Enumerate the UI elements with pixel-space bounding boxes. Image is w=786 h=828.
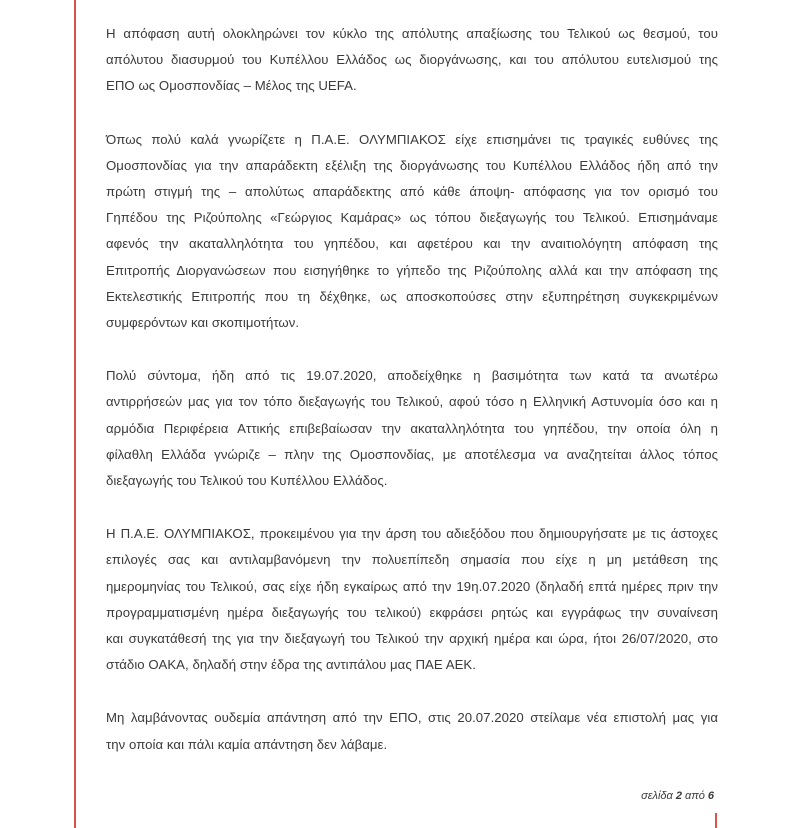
text-line: Η Π.Α.Ε. ΟΛΥΜΠΙΑΚΟΣ, προκειμένου για την άρση του αδιεξόδου που δημιουργήσατε με τις άστοχες [106, 526, 718, 542]
text-line: Η απόφαση αυτή ολοκληρώνει τον κύκλο της απόλυτης απαξίωσης του Τελικού ως θεσμού, του [106, 26, 718, 41]
text-line: Επιτροπής Διοργανώσεων που εισηγήθηκε το γήπεδο της Ριζούπολης αλλά και την απόφαση της [106, 262, 718, 278]
text-line: διεξαγωγής του Τελικού του Κυπέλλου Ελλάδος. [106, 473, 388, 489]
text-line: την οποία και πάλι καμία απάντηση δεν λάβαμε. [106, 736, 388, 752]
text-line: πρώτη στιγμή της – απολύτως απαράδεκτης από κάθε άποψη- απόφασης για τον ορισμό του [106, 184, 718, 200]
text-line: συμφερόντων και σκοπιμοτήτων. [106, 315, 300, 331]
text-line: αντιρρήσεών μας για τον τόπο διεξαγωγής του Τελικού, αφού τόσο η Ελληνική Αστυνομία όσο και η [106, 394, 718, 410]
text-line: επιλογές σας και αντιλαμβανόμενη την πολυεπίπεδη σημασία που είχε η μη μετάθεση της [106, 552, 718, 568]
text-line: αφενός την ακαταλληλότητα του γηπέδου, και αφετέρου και την αναιτιολόγητη απόφαση της [106, 236, 718, 252]
text-line: προγραμματισμένη ημέρα διεξαγωγής του τελικού) εκφράσει ρητώς και εγγράφως την συναίνεση [106, 604, 718, 620]
page-separator: από [685, 790, 705, 802]
paragraph-4 [106, 521, 718, 678]
document-body [106, 21, 718, 758]
text-line: και συγκατάθεσή της για την διεξαγωγή του Τελικού την αρχική ημέρα και ώρα, ήτοι 26/07/2020, στο [106, 631, 718, 647]
paragraph-5 [106, 705, 718, 757]
paragraph-3 [106, 363, 718, 494]
text-line: φίλαθλη Ελλάδα γνώριζε – πλην της Ομοσπονδίας, με αποτέλεσμα να αναζητείται άλλος τόπος [106, 446, 718, 462]
text-line: ημερομηνίας του Τελικού, σας είχε ήδη εγκαίρως από την 19η.07.2020 (δηλαδή επτά ημέρες πριν την [106, 578, 718, 594]
text-line: ΕΠΟ ως Ομοσπονδίας – Μέλος της UEFA. [106, 78, 357, 94]
text-line: Εκτελεστικής Επιτροπής που τη δέχθηκε, ως αποσκοπούσες στην εξυπηρέτηση συγκεκριμένων [106, 288, 718, 304]
text-line: Πολύ σύντομα, ήδη από τις 19.07.2020, αποδείχθηκε η βασιμότητα των κατά τα ανωτέρω [106, 368, 718, 384]
corner-mark [715, 813, 717, 828]
current-page: 2 [675, 790, 682, 802]
page-prefix: σελίδα [641, 790, 673, 802]
text-line: Όπως πολύ καλά γνωρίζετε η Π.Α.Ε. ΟΛΥΜΠΙΑΚΟΣ είχε επισημάνει τις τραγικές ευθύνες της [106, 131, 718, 147]
text-line: απόλυτου διασυρμού του Κυπέλλου Ελλάδος ως διοργάνωσης, και του απόλυτου ευτελισμού της [106, 52, 718, 68]
text-line: Μη λαμβάνοντας ουδεμία απάντηση από την ΕΠΟ, στις 20.07.2020 στείλαμε νέα επιστολή μας για [106, 710, 718, 726]
margin-line [74, 0, 76, 828]
text-line: Ομοσπονδίας για την απαράδεκτη εξέλιξη της διοργάνωσης του Κυπέλλου Ελλάδος ήδη από την [106, 157, 718, 173]
text-line: Γηπέδου της Ριζούπολης «Γεώργιος Καμάρας» ως τόπου διεξαγωγής του Τελικού. Επισημάναμε [106, 210, 718, 226]
paragraph-1 [106, 21, 718, 100]
paragraph-2 [106, 127, 718, 337]
text-line: στάδιο ΟΑΚΑ, δηλαδή στην έδρα της αντιπάλου μας ΠΑΕ ΑΕΚ. [106, 657, 476, 673]
total-pages: 6 [707, 790, 714, 802]
page-number [641, 790, 714, 802]
text-line: αρμόδια Περιφέρεια Αττικής επιβεβαίωσαν την ακαταλληλότητα του γηπέδου, την οποία όλη η [106, 420, 718, 436]
